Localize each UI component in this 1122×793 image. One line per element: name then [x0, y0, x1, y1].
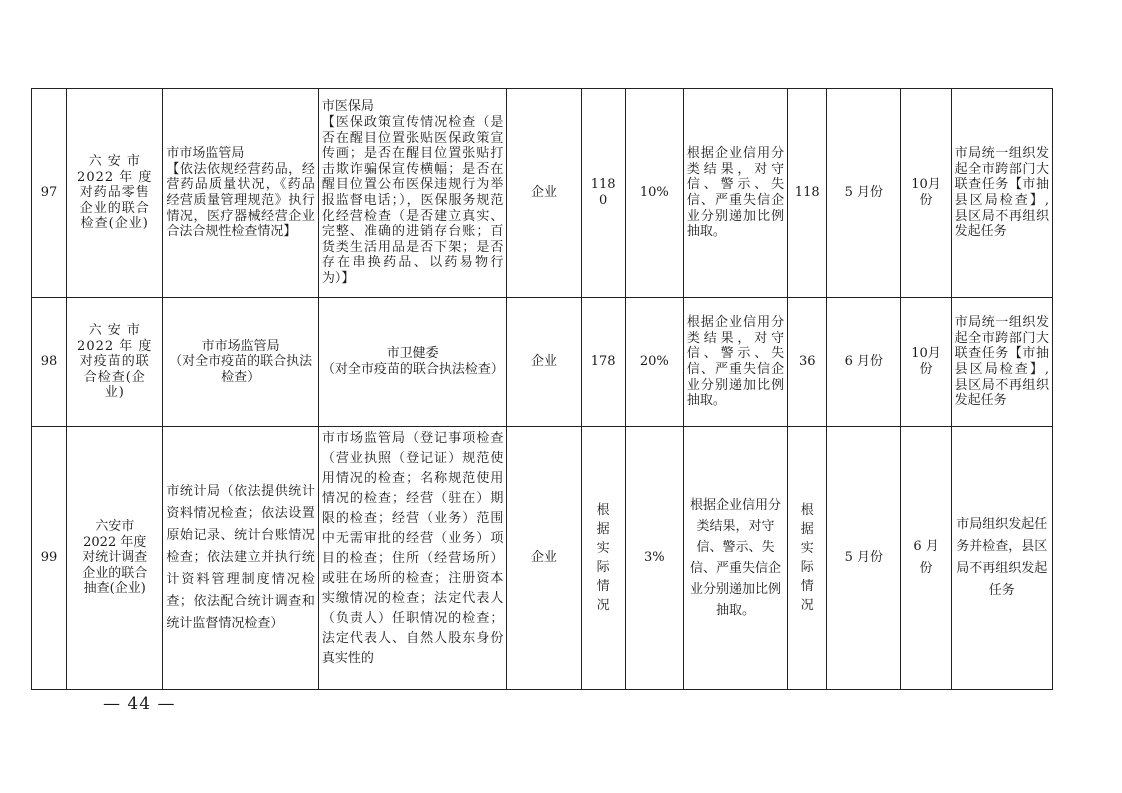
sampling-method: 根据企业信用分类结果，对守信、警示、失信、严重失信企业分别递加比例抽取。	[683, 427, 787, 690]
table-row	[32, 298, 1053, 427]
lead-department: 市市场监管局 （对全市疫苗的联合执法检查）	[163, 298, 318, 427]
inspection-item: 六 安 市 2022 年 度 对疫苗的联 合检查(企 业)	[67, 298, 163, 427]
total-count: 178	[581, 298, 625, 427]
start-month: 5 月份	[827, 89, 901, 298]
sampling-ratio: 3%	[625, 427, 683, 690]
inspection-table	[31, 88, 1053, 690]
end-month: 10月 份	[901, 89, 951, 298]
sampling-ratio: 10%	[625, 89, 683, 298]
page-number: — 44 —	[103, 694, 176, 714]
sample-count: 118	[788, 89, 827, 298]
inspection-item: 六安市 2022 年度 对统计调查 企业的联合 抽查(企业)	[67, 427, 163, 690]
sampling-method: 根据企业信用分类结果，对守信、警示、失信、严重失信企业分别递加比例抽取。	[683, 298, 787, 427]
start-month: 5 月份	[827, 427, 901, 690]
total-count: 根 据 实 际 情 况	[581, 427, 625, 690]
end-month: 10月 份	[901, 298, 951, 427]
sampling-ratio: 20%	[625, 298, 683, 427]
start-month: 6 月份	[827, 298, 901, 427]
row-number: 98	[32, 298, 67, 427]
remark: 市局组织发起任务并检查，县区局不再组织发起任务	[951, 427, 1052, 690]
sample-count: 根 据 实 际 情 况	[788, 427, 827, 690]
table-row	[32, 427, 1053, 690]
remark: 市局统一组织发起全市跨部门大联查任务【市抽县区局检查】,县区局不再组织发起任务	[951, 89, 1052, 298]
partner-department: 市医保局 【医保政策宣传情况检查（是否在醒目位置张贴医保政策宣传画；是否在醒目位置张贴打击欺诈骗保宣传横幅；是否在醒目位置公布医保违规行为举报监督电话；），医保服务规范化经营检查（是否建立真实、完整、准确的进销存台账；百货类生活用品是否下架；是否存在串换药品、以药易物行为）】	[318, 89, 507, 298]
partner-department: 市卫健委 （对全市疫苗的联合执法检查）	[318, 298, 507, 427]
remark: 市局统一组织发起全市跨部门大联查任务【市抽县区局检查】,县区局不再组织发起任务	[951, 298, 1052, 427]
end-month: 6 月 份	[901, 427, 951, 690]
total-count: 118 0	[581, 89, 625, 298]
target-type: 企业	[507, 298, 581, 427]
target-type: 企业	[507, 89, 581, 298]
inspection-item: 六 安 市 2022 年 度 对药品零售 企业的联合 检查(企业)	[67, 89, 163, 298]
partner-department: 市市场监管局（登记事项检查（营业执照（登记证）规范使用情况的检查；名称规范使用情况的检查；经营（驻在）期限的检查；经营（业务）范围中无需审批的经营（业务）项目的检查；住所（经营场所）或驻在场所的检查；注册资本实缴情况的检查；法定代表人（负责人）任职情况的检查；法定代表人、自然人股东身份真实性的	[318, 427, 507, 690]
row-number: 97	[32, 89, 67, 298]
lead-department: 市统计局（依法提供统计资料情况检查；依法设置原始记录、统计台账情况检查；依法建立并执行统计资料管理制度情况检查；依法配合统计调查和统计监督情况检查）	[163, 427, 318, 690]
lead-department: 市市场监管局 【依法依规经营药品，经营药品质量状况，《药品经营质量管理规范》执行情况，医疗器械经营企业合法合规性检查情况】	[163, 89, 318, 298]
target-type: 企业	[507, 427, 581, 690]
table-row	[32, 89, 1053, 298]
sampling-method: 根据企业信用分类结果，对守信、警示、失信、严重失信企业分别递加比例抽取。	[683, 89, 787, 298]
sample-count: 36	[788, 298, 827, 427]
row-number: 99	[32, 427, 67, 690]
